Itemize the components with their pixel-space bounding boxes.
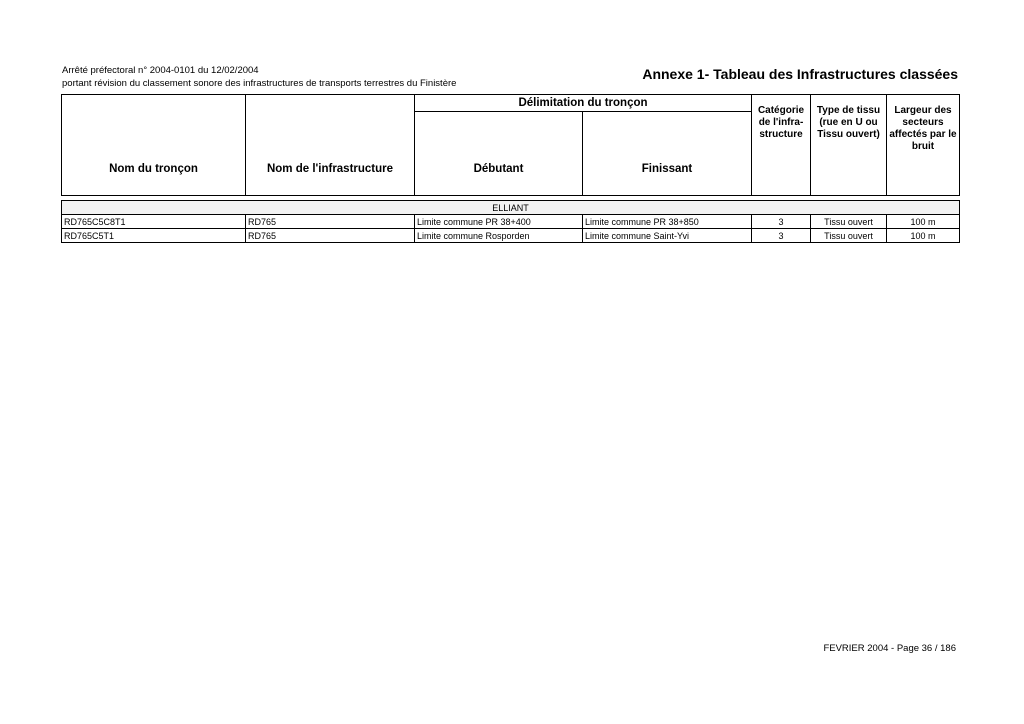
arrete-reference: Arrêté préfectoral n° 2004-0101 du 12/02/2004 [62, 65, 259, 76]
arrete-subtitle: portant révision du classement sonore des infrastructures de transports terrestres du Finistère [62, 78, 457, 89]
cell-debutant: Limite commune Rosporden [415, 229, 583, 243]
col-nom-troncon: Nom du tronçon [62, 95, 246, 196]
data-table [61, 200, 960, 243]
cell-tissu: Tissu ouvert [811, 215, 887, 229]
cell-largeur: 100 m [887, 215, 960, 229]
page-title: Annexe 1- Tableau des Infrastructures classées [642, 66, 958, 82]
cell-infra: RD765 [246, 215, 415, 229]
page-footer: FEVRIER 2004 - Page 36 / 186 [823, 643, 956, 654]
col-delimitation: Délimitation du tronçon [415, 95, 752, 112]
cell-finissant: Limite commune Saint-Yvi [583, 229, 752, 243]
col-finissant: Finissant [583, 112, 752, 196]
section-commune: ELLIANT [62, 201, 960, 215]
col-debutant: Débutant [415, 112, 583, 196]
col-nom-infrastructure: Nom de l'infrastructure [246, 95, 415, 196]
cell-troncon: RD765C5C8T1 [62, 215, 246, 229]
document-header [62, 64, 456, 90]
table-row [62, 215, 960, 229]
table-row [62, 229, 960, 243]
col-type-tissu: Type de tissu (rue en U ou Tissu ouvert) [811, 95, 887, 196]
cell-finissant: Limite commune PR 38+850 [583, 215, 752, 229]
cell-troncon: RD765C5T1 [62, 229, 246, 243]
col-largeur: Largeur des secteurs affectés par le bruit [887, 95, 960, 196]
cell-categorie: 3 [752, 215, 811, 229]
table-header [61, 94, 960, 196]
col-categorie: Catégorie de l'infra-structure [752, 95, 811, 196]
cell-infra: RD765 [246, 229, 415, 243]
cell-categorie: 3 [752, 229, 811, 243]
cell-largeur: 100 m [887, 229, 960, 243]
cell-debutant: Limite commune PR 38+400 [415, 215, 583, 229]
cell-tissu: Tissu ouvert [811, 229, 887, 243]
